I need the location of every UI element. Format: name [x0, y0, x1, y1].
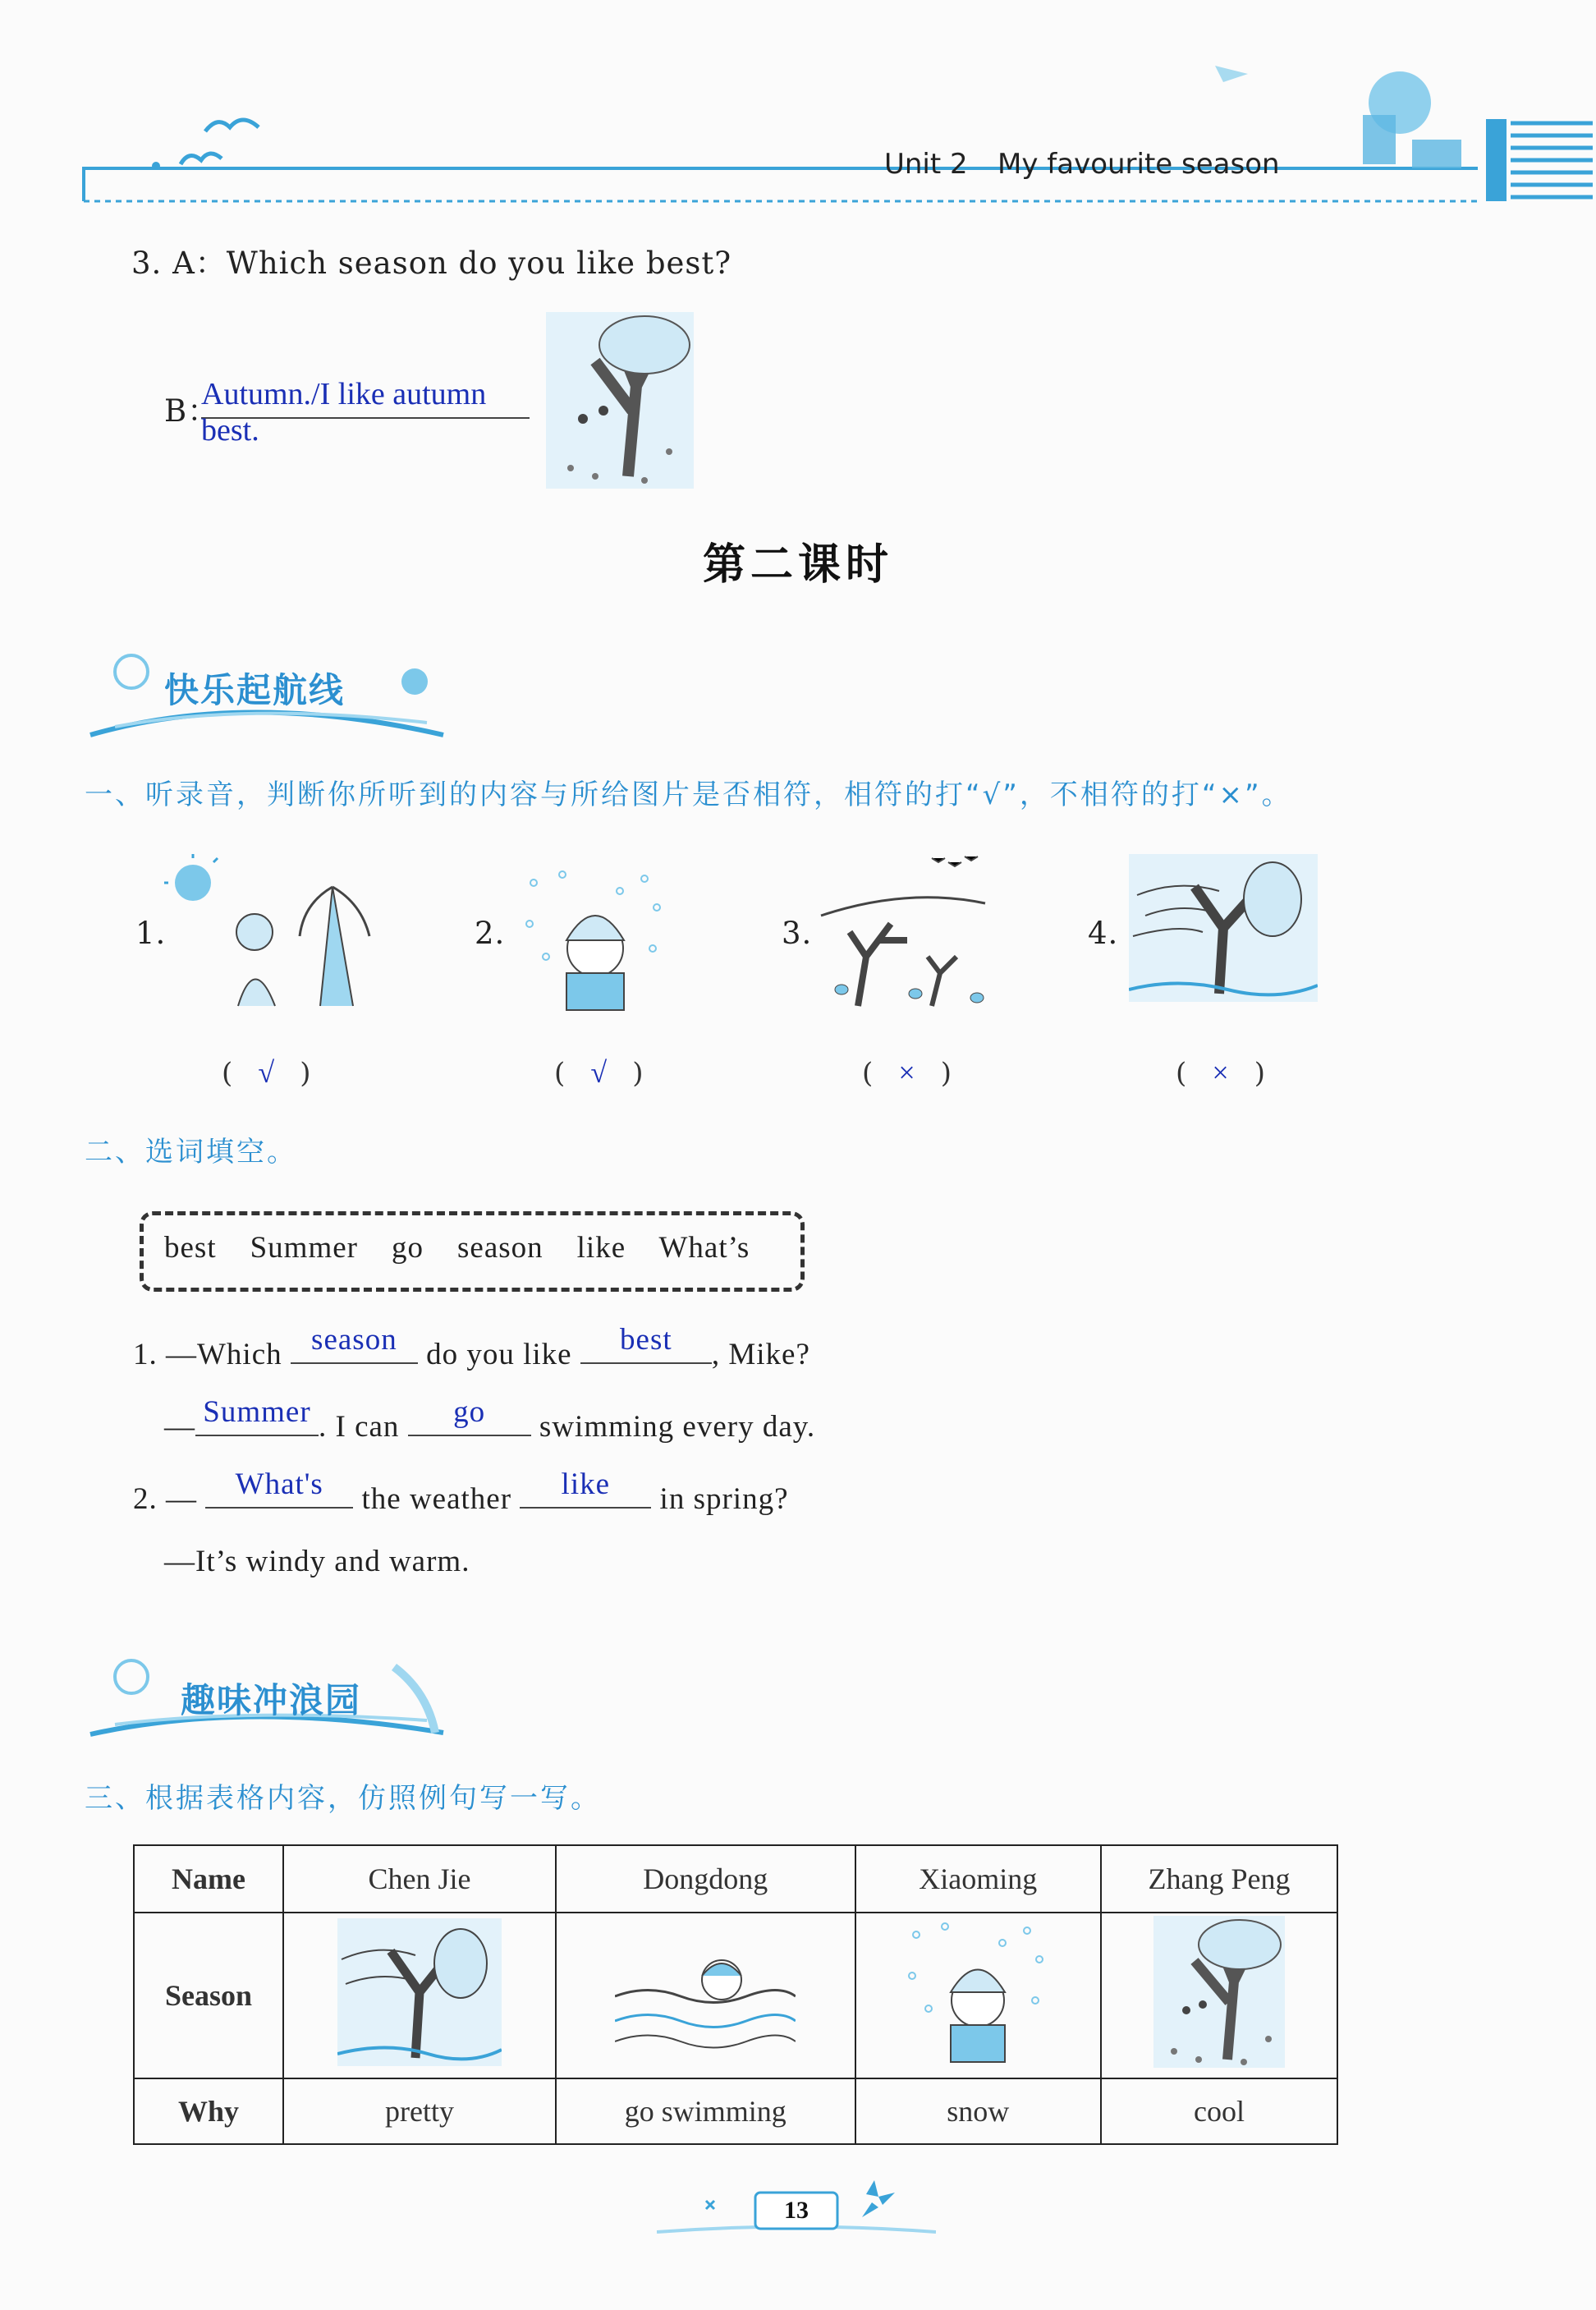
- bare-trees-picture: [817, 850, 998, 1014]
- part1-item-4-answer[interactable]: [1176, 1055, 1265, 1090]
- answer-mark: √: [258, 1056, 275, 1089]
- word-bank-item: best: [164, 1231, 217, 1265]
- word-bank-item: Summer: [250, 1231, 358, 1265]
- word-bank: [164, 1230, 750, 1265]
- table-row: [134, 2078, 1337, 2144]
- part1-item-3-answer[interactable]: [862, 1055, 952, 1090]
- table-cell: [556, 1913, 855, 2078]
- open-paren: (: [554, 1057, 566, 1090]
- top-answer-prefix: B：: [164, 393, 219, 429]
- word-bank-item: like: [576, 1231, 626, 1265]
- word-bank-box: [140, 1211, 805, 1292]
- winter-boy-picture: [521, 866, 669, 1014]
- windy-tree-picture: [1129, 854, 1318, 1002]
- table-cell: snow: [855, 2078, 1101, 2144]
- part1-item-num: 4.: [1088, 916, 1119, 951]
- table-cell: cool: [1101, 2078, 1337, 2144]
- banner-2-label: 趣味冲浪园: [181, 1680, 362, 1720]
- part1-item-1-answer[interactable]: [222, 1055, 310, 1090]
- close-paren: ): [300, 1057, 311, 1090]
- open-paren: (: [862, 1057, 874, 1090]
- q-text: swimming every day.: [539, 1410, 816, 1444]
- part1-item-2-answer[interactable]: [554, 1055, 643, 1090]
- word-bank-item: What’s: [658, 1231, 750, 1265]
- part1-item-num: 2.: [475, 916, 506, 951]
- table-cell: pretty: [283, 2078, 556, 2144]
- section-banner-1: [82, 641, 452, 747]
- table-row: [134, 1845, 1337, 1913]
- table-row: [134, 1913, 1337, 2078]
- part2-q2-line-b: —It’s windy and warm.: [164, 1545, 470, 1578]
- row-header: Season: [134, 1913, 283, 2078]
- header-decoration: [82, 49, 1593, 214]
- answer-mark: √: [590, 1056, 608, 1089]
- q-text: the weather: [361, 1482, 512, 1516]
- spring-windy-tree-picture: [337, 1918, 502, 2066]
- autumn-tree-picture: [1153, 1916, 1285, 2068]
- q-text: do you like: [426, 1338, 572, 1371]
- summer-swimming-picture: [615, 1931, 796, 2054]
- top-answer-line: [201, 376, 530, 448]
- answer-mark: ×: [1212, 1056, 1229, 1089]
- answer-blank[interactable]: [205, 1467, 353, 1509]
- answer-blank[interactable]: [408, 1395, 531, 1436]
- blank-answer: go: [453, 1395, 486, 1429]
- table-cell: Dongdong: [556, 1845, 855, 1913]
- answer-blank[interactable]: [195, 1395, 319, 1436]
- q-text: . I can: [319, 1410, 400, 1444]
- q-text: in spring?: [659, 1482, 789, 1516]
- answer-blank[interactable]: [520, 1467, 651, 1509]
- row-header: Name: [134, 1845, 283, 1913]
- close-paren: ): [632, 1057, 644, 1090]
- lesson-title: 第二课时: [702, 540, 893, 590]
- banner-1-label: 快乐起航线: [164, 670, 346, 710]
- open-paren: (: [222, 1057, 233, 1090]
- blank-answer: like: [561, 1467, 611, 1501]
- header-unit-title: My favourite season: [998, 148, 1280, 181]
- part2-instruction: 二、选词填空。: [85, 1136, 297, 1169]
- blank-answer: Summer: [203, 1395, 311, 1429]
- table-cell: [1101, 1913, 1337, 2078]
- part1-item-num: 1.: [135, 916, 167, 951]
- table-cell: go swimming: [556, 2078, 855, 2144]
- q-text: , Mike?: [711, 1338, 810, 1371]
- blank-answer: season: [311, 1323, 397, 1357]
- part3-instruction: 三、根据表格内容，仿照例句写一写。: [85, 1782, 601, 1815]
- part2-q1-line-b: [164, 1395, 816, 1444]
- top-question: 3. A：Which season do you like best?: [131, 246, 732, 281]
- page-number: 13: [784, 2197, 809, 2224]
- word-bank-item: season: [457, 1231, 543, 1265]
- close-paren: ): [940, 1057, 952, 1090]
- section-banner-2: [82, 1642, 452, 1749]
- row-header: Why: [134, 2078, 283, 2144]
- table-cell: [283, 1913, 556, 2078]
- table-cell: Chen Jie: [283, 1845, 556, 1913]
- top-answer: Autumn./I like autumn best.: [201, 377, 487, 448]
- part2-q1-line-a: [133, 1323, 810, 1372]
- answer-mark: ×: [898, 1056, 915, 1089]
- answer-blank[interactable]: [580, 1323, 712, 1364]
- blank-answer: best: [620, 1323, 672, 1357]
- part1-item-num: 3.: [782, 916, 813, 951]
- season-table: [133, 1844, 1338, 2145]
- header-unit-label: Unit 2: [884, 148, 968, 181]
- page-header: [82, 49, 1593, 214]
- part2-q2-line-a: [133, 1467, 789, 1517]
- summer-boy-picture: [164, 854, 378, 1010]
- table-cell: [855, 1913, 1101, 2078]
- blank-answer: What's: [235, 1467, 323, 1501]
- word-bank-item: go: [392, 1231, 424, 1265]
- part1-instruction: 一、听录音，判断你所听到的内容与所给图片是否相符，相符的打“√”，不相符的打“×”。: [85, 778, 1292, 811]
- open-paren: (: [1176, 1057, 1187, 1090]
- answer-blank[interactable]: [291, 1323, 418, 1364]
- q-text: —: [164, 1410, 195, 1444]
- autumn-tree-picture: [546, 312, 694, 489]
- winter-snow-picture: [904, 1918, 1052, 2066]
- close-paren: ): [1254, 1057, 1266, 1090]
- table-cell: Zhang Peng: [1101, 1845, 1337, 1913]
- q-text: 1. —Which: [133, 1338, 282, 1371]
- q-text: 2. —: [133, 1482, 197, 1516]
- table-cell: Xiaoming: [855, 1845, 1101, 1913]
